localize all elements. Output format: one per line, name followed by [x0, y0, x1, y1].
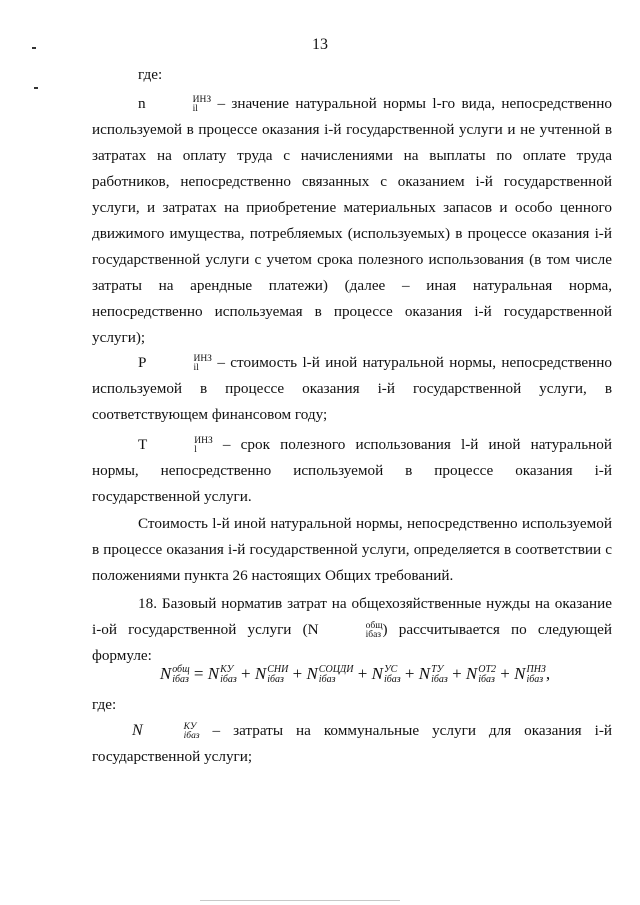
formula-plus: + — [400, 664, 419, 683]
formula-sub: iбаз — [172, 674, 189, 686]
formula-term-sub: iбаз — [478, 674, 495, 686]
symbol-sub: iбаз — [183, 730, 200, 741]
paragraph-cost — [92, 511, 612, 589]
formula-plus: + — [288, 664, 307, 683]
definition-p — [92, 350, 612, 428]
symbol-sup: общ — [365, 620, 383, 631]
paragraph-cost-text: Стоимость l-й иной натуральной нормы, непосредственно используемой в процессе оказания i-й государственной услуги, определяется в соответствии с положениями пункта 26 настоящих Общих требований. — [92, 515, 612, 584]
formula — [120, 661, 590, 687]
formula-term — [371, 664, 401, 686]
paragraph-18-text — [92, 591, 612, 669]
formula-term-sub: iбаз — [431, 674, 448, 686]
definition-p-text — [92, 350, 612, 428]
page-number: 13 — [312, 36, 328, 53]
symbol-t: T — [138, 436, 148, 453]
symbol-sup: КУ — [183, 721, 197, 732]
formula-equals: = — [193, 664, 204, 683]
paragraph-18-after: ) рассчитывается по следующей формуле: — [92, 621, 612, 664]
formula-plus: + — [447, 664, 466, 683]
formula-plus: + — [496, 664, 515, 683]
definition-body: – срок полезного использования l-й иной натуральной нормы, непосредственно используемой в процессе оказания i-й государственной услуги. — [92, 436, 613, 505]
where-label-2-text: где: — [92, 696, 117, 713]
paragraph-18-before: 18. Базовый норматив затрат на общехозяйственные нужды на оказание i-ой государственной услуги (N — [92, 595, 612, 638]
formula-term-symbol: N — [371, 664, 383, 683]
definition-ku — [92, 718, 612, 770]
where-label — [92, 62, 612, 88]
scan-edge-line — [200, 900, 400, 901]
formula-plus: + — [353, 664, 372, 683]
formula-term — [418, 664, 448, 686]
definition-n — [92, 91, 612, 351]
definition-body: – значение натуральной нормы l-го вида, непосредственно используемой в процессе оказания i-й государственной услуги и не учтенной в затратах на оплату труда с начислениями на выплаты по оплате труда работников, непосредственно связанных с оказанием i-й государственной услуги, и затратах на приобретение материальных запасов и особо ценного движимого имущества, потребляемых (используемых) в процессе оказания i-й государственной услуги с учетом срока полезного использования (в том числе затраты на арендные платежи) (далее – иная натуральная норма, непосредственно используемая в процессе оказания i-й государственной услуги); — [92, 95, 612, 346]
formula-term-sub: iбаз — [318, 674, 336, 686]
formula-plus: + — [236, 664, 255, 683]
formula-term — [465, 664, 497, 686]
definition-t-text — [92, 432, 612, 510]
paragraph-18 — [92, 591, 612, 669]
where-label-2 — [92, 692, 612, 718]
symbol-sub: il — [192, 103, 198, 114]
formula-term — [306, 664, 354, 686]
formula-term-sup: КУ — [220, 664, 234, 676]
formula-term — [254, 664, 289, 686]
symbol-p: P — [138, 354, 147, 371]
formula-term-symbol: N — [207, 664, 220, 683]
symbol-sub: il — [193, 362, 199, 373]
symbol-ku: N — [132, 722, 143, 739]
margin-mark — [34, 87, 38, 89]
symbol-sup: ИНЗ — [193, 353, 212, 364]
definition-body: – затраты на коммунальные услуги для оказания i-й государственной услуги; — [92, 722, 613, 765]
formula-term-sub: iбаз — [267, 674, 284, 686]
formula-term-sup: СОЦДИ — [318, 664, 354, 676]
formula-term-sup: ТУ — [431, 664, 444, 676]
symbol-sup: ИНЗ — [192, 94, 212, 105]
formula-term-sub: iбаз — [220, 674, 237, 686]
formula-end: , — [545, 664, 551, 683]
formula-term — [514, 664, 546, 686]
formula-term-symbol: N — [306, 664, 318, 683]
definition-body: – стоимость l-й иной натуральной нормы, непосредственно используемой в процессе оказания i-й государственной услуги, в соответствующем финансовом году; — [92, 354, 612, 423]
formula-term-symbol: N — [465, 664, 478, 683]
definition-ku-text — [92, 718, 612, 770]
formula-term-symbol: N — [418, 664, 431, 683]
formula-sup: общ — [172, 664, 190, 676]
definition-t — [92, 432, 612, 510]
formula-symbol: N — [159, 664, 172, 683]
formula-term-sub: iбаз — [526, 674, 544, 686]
where-label-text: где: — [138, 66, 163, 83]
symbol-sub: iбаз — [365, 629, 382, 640]
symbol-sub: l — [194, 444, 197, 455]
formula-term-sup: УС — [383, 664, 398, 676]
formula-term — [207, 664, 237, 686]
formula-terms — [207, 664, 546, 686]
formula-term-sup: ПНЗ — [526, 664, 546, 676]
formula-term-sup: ОТ2 — [478, 664, 497, 676]
formula-term-sup: СНИ — [267, 664, 289, 676]
formula-term-symbol: N — [514, 664, 526, 683]
definition-n-text — [92, 91, 612, 351]
formula-term-symbol: N — [254, 664, 267, 683]
symbol-sup: ИНЗ — [194, 435, 213, 446]
symbol-n: n — [138, 95, 146, 112]
formula-term-sub: iбаз — [383, 674, 401, 686]
